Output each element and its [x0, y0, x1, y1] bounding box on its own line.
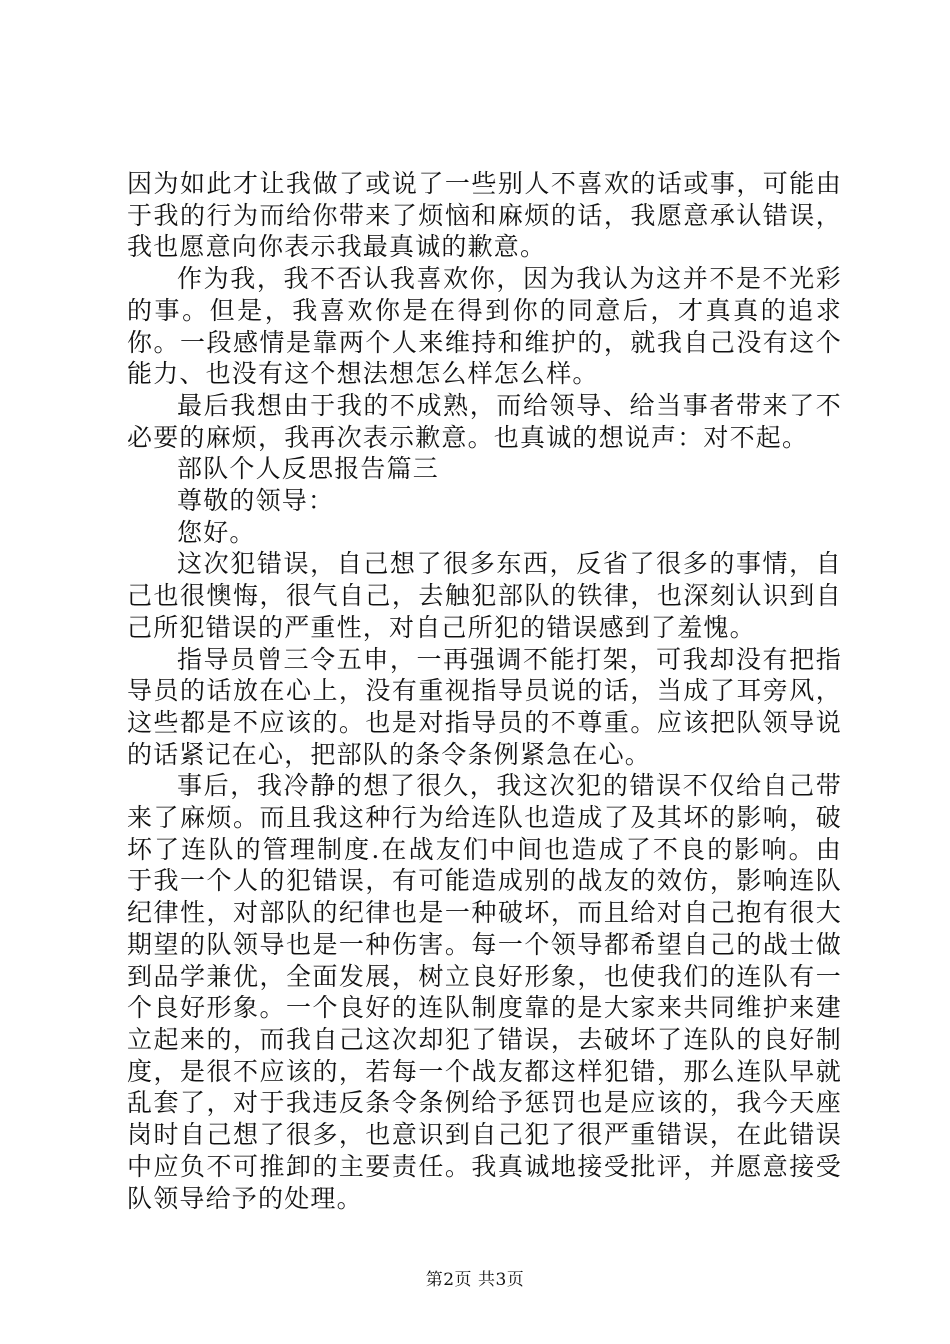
paragraph: 事后，我冷静的想了很久，我这次犯的错误不仅给自己带来了麻烦。而且我这种行为给连队也造成了及其坏的影响，破坏了连队的管理制度.在战友们中间也造成了不良的影响。由于我一个人的犯错误，有可能造成别的战友的效仿，影响连队纪律性，对部队的纪律也是一种破坏，而且给对自己抱有很大期望的队领导也是一种伤害。每一个领导都希望自己的战士做到品学兼优，全面发展，树立良好形象，也使我们的连队有一个良好形象。一个良好的连队制度靠的是大家来共同维护来建立起来的，而我自己这次却犯了错误，去破坏了连队的良好制度，是很不应该的，若每一个战友都这样犯错，那么连队早就乱套了，对于我违反条令条例给予惩罚也是应该的，我今天座岗时自己想了很多，也意识到自己犯了很严重错误，在此错误中应负不可推卸的主要责任。我真诚地接受批评，并愿意接受队领导给予的处理。: [127, 771, 842, 1213]
paragraph: 这次犯错误，自己想了很多东西，反省了很多的事情，自己也很懊悔，很气自己，去触犯部队的铁律，也深刻认识到自己所犯错误的严重性，对自己所犯的错误感到了羞愧。: [127, 549, 842, 642]
page-indicator: 第2页 共3页: [425, 1270, 525, 1290]
paragraph: 作为我，我不否认我喜欢你，因为我认为这并不是不光彩的事。但是，我喜欢你是在得到你的同意后，才真真的追求你。一段感情是靠两个人来维持和维护的，就我自己没有这个能力、也没有这个想法想怎么样怎么样。: [127, 264, 842, 389]
paragraph-continued: 因为如此才让我做了或说了一些别人不喜欢的话或事，可能由于我的行为而给你带来了烦恼和麻烦的话，我愿意承认错误，我也愿意向你表示我最真诚的歉意。: [127, 169, 842, 262]
section-heading: 部队个人反思报告篇三: [177, 454, 440, 484]
paragraph: 指导员曾三令五申，一再强调不能打架，可我却没有把指导员的话放在心上，没有重视指导员说的话，当成了耳旁风，这些都是不应该的。也是对指导员的不尊重。应该把队领导说的话紧记在心，把部队的条令条例紧急在心。: [127, 644, 842, 769]
greeting: 您好。: [177, 517, 256, 547]
paragraph: 最后我想由于我的不成熟，而给领导、给当事者带来了不必要的麻烦，我再次表示歉意。也真诚的想说声：对不起。: [127, 390, 842, 452]
page-footer: [0, 1270, 950, 1290]
salutation: 尊敬的领导：: [177, 486, 335, 516]
document-body: [127, 168, 842, 1214]
